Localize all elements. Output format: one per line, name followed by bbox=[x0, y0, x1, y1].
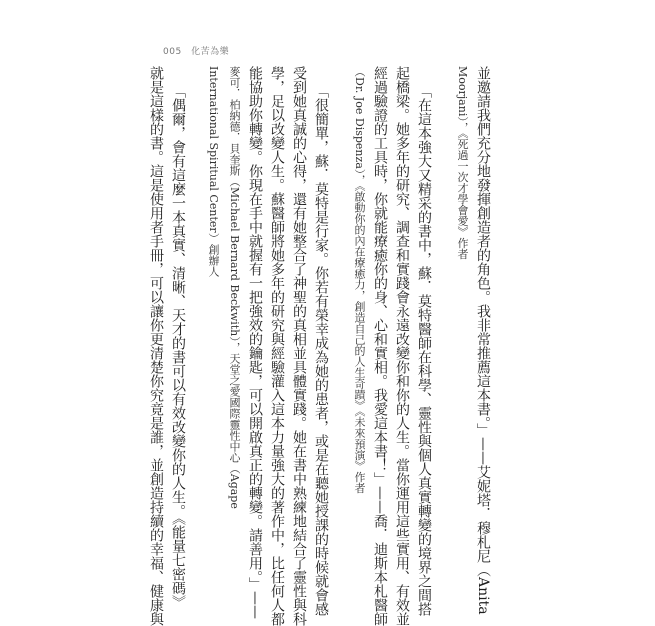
text-column: 「偶爾，會有這麼一本真實、清晰、天才的書可以有效改變你的人生。《能量七密碼》 bbox=[170, 84, 186, 609]
text-column: 麥可．柏納德．貝奎斯（Michael Bernard Beckwith），天堂之愛國際靈性中心（Agape bbox=[228, 66, 241, 509]
text-column: 起橋梁。她多年的研究、調查和實踐會永遠改變你和你的人生。當你運用這些實用、有效並 bbox=[394, 66, 410, 626]
text-column: 學，足以改變人生。蘇醫師將她多年的研究與經驗灌入這本力量強大的著作中，比任何人都 bbox=[269, 66, 285, 626]
text-column: 並邀請我們充分地發揮創造者的角色。我非常推薦這本書。」——艾妮塔．穆札尼（Anita bbox=[475, 66, 491, 615]
text-column: 經過驗證的工具時，你就能療癒你的身、心和實相。我愛這本書！」——喬．迪斯本札醫師 bbox=[372, 66, 388, 626]
page-number: 005 bbox=[163, 47, 182, 57]
text-column: （Dr. Joe Dispenza），《啟動你的內在療癒力，創造自己的人生奇蹟》《未來預演》作者 bbox=[353, 66, 366, 494]
text-column: 「在這本強大又精采的書中，蘇．莫特醫師在科學、靈性與個人真實轉變的境界之間搭 bbox=[416, 84, 432, 616]
text-column: International Spiritual Center）創辦人 bbox=[207, 66, 220, 277]
page-header bbox=[163, 44, 229, 57]
text-column: 就是這樣的書。這是使用者手冊，可以讓你更清楚你究竟是誰，並創造持續的幸福、健康與 bbox=[148, 66, 164, 626]
text-column: 受到她真誠的心得，還有她整合了神聖的真相並具體實踐。她在書中熟練地結合了靈性與科 bbox=[291, 66, 307, 626]
text-column: 能協助你轉變。你現在手中就握有一把強效的鑰匙，可以開啟真正的轉變。請善用。」—— bbox=[247, 66, 263, 619]
running-title: 化苦為樂 bbox=[191, 47, 230, 57]
text-column: 「很簡單，蘇．莫特是行家。你若有榮幸成為她的患者，或是在聽她授課的時候就會感 bbox=[313, 84, 329, 616]
text-column: Moorjani），《死過一次才學會愛》作者 bbox=[456, 66, 469, 260]
